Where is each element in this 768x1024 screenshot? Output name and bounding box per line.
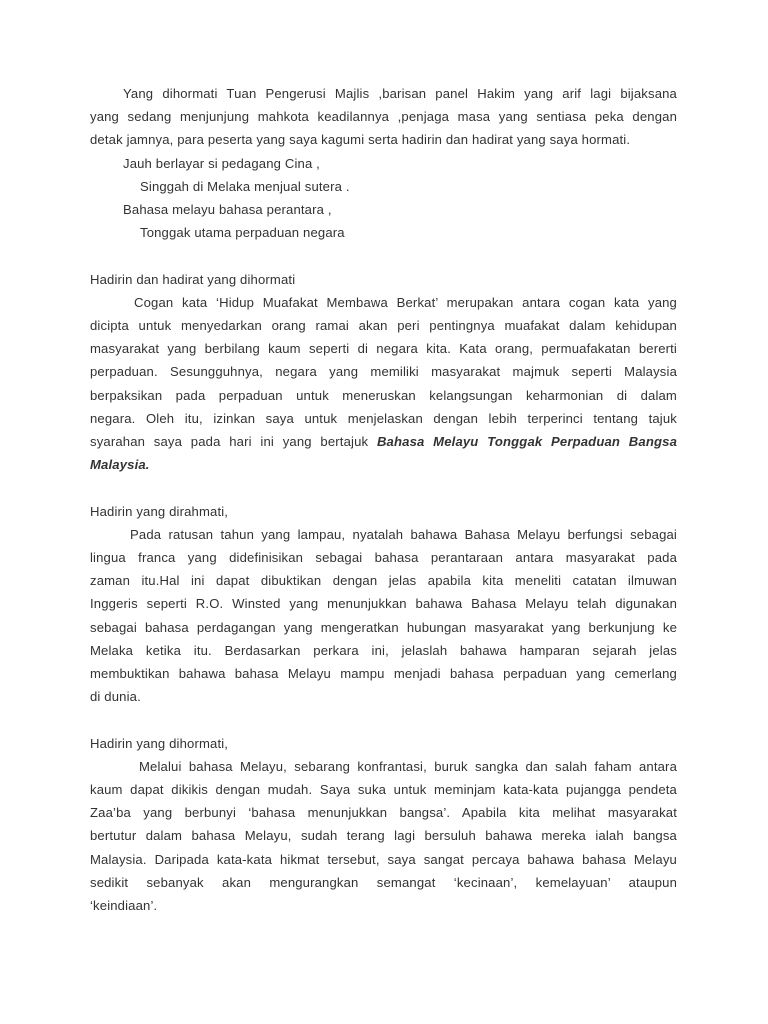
paragraph-line: Melaka ketika itu. Berdasarkan perkara ini, jelaslah bahawa hamparan sejarah jelas: [90, 642, 677, 658]
pantun-line: Bahasa melayu bahasa perantara ,: [123, 202, 332, 218]
intro-line: detak jamnya, para peserta yang saya kagumi serta hadirin dan hadirat yang saya hormati.: [90, 132, 631, 148]
paragraph-line: Zaa’ba yang berbunyi ‘bahasa menunjukkan bangsa’. Apabila kita melihat masyarakat: [90, 805, 677, 821]
paragraph-line: sebagai bahasa perdagangan yang mengeratkan hubungan masyarakat yang berkunjung ke: [90, 619, 677, 635]
paragraph-line: dicipta untuk menyedarkan orang ramai akan peri pentingnya muafakat dalam kehidupan: [90, 318, 677, 334]
section-3: [90, 732, 677, 918]
paragraph-spacer: [90, 708, 677, 731]
pantun-line: Tonggak utama perpaduan negara: [140, 225, 345, 241]
greeting: Hadirin yang dirahmati,: [90, 503, 229, 519]
paragraph-line: negara. Oleh itu, izinkan saya untuk menjelaskan dengan lebih terperinci tentang tajuk: [90, 410, 677, 426]
paragraph-line: bertutur dalam bahasa Melayu, sudah terang lagi bersuluh bahawa mereka ialah bangsa: [90, 828, 677, 844]
pantun-line: Singgah di Melaka menjual sutera .: [140, 178, 350, 194]
intro-line: yang sedang menjunjung mahkota keadilannya ,penjaga masa yang sentiasa peka dengan: [90, 109, 677, 125]
paragraph-spacer: [90, 244, 677, 267]
paragraph-line: perpaduan. Sesungguhnya, negara yang memiliki masyarakat majmuk seperti Malaysia: [90, 364, 677, 380]
paragraph-spacer: [90, 476, 677, 499]
paragraph-line: lingua franca yang didefinisikan sebagai bahasa perantaraan antara masyarakat pada: [90, 550, 677, 566]
paragraph-line: ‘keindiaan’.: [90, 898, 158, 914]
speech-text: [90, 82, 677, 917]
paragraph-line: zaman itu.Hal ini dapat dibuktikan dengan jelas apabila kita meneliti catatan ilmuwan: [90, 573, 677, 589]
intro-paragraph: [90, 82, 677, 152]
pantun-line: Jauh berlayar si pedagang Cina ,: [123, 155, 320, 171]
intro-line: Yang dihormati Tuan Pengerusi Majlis ,barisan panel Hakim yang arif lagi bijaksana: [123, 86, 677, 101]
paragraph-line: Pada ratusan tahun yang lampau, nyatalah bahawa Bahasa Melayu berfungsi sebagai: [130, 526, 677, 542]
speech-title-end: Malaysia.: [90, 457, 150, 473]
title-lead-in: syarahan saya pada hari ini yang bertajuk: [90, 434, 377, 450]
paragraph-line: Malaysia. Daripada kata-kata hikmat tersebut, saya sangat percaya bahawa bahasa Melayu: [90, 851, 677, 867]
paragraph-line: membuktikan bahawa bahasa Melayu mampu menjadi bahasa perpaduan yang cemerlang: [90, 666, 677, 682]
greeting: Hadirin yang dihormati,: [90, 735, 229, 751]
paragraph-line: kaum dapat dikikis dengan mudah. Saya suka untuk meminjam kata-kata pujangga pendeta: [90, 782, 677, 798]
paragraph-line: di dunia.: [90, 689, 141, 705]
section-1: [90, 268, 677, 477]
speech-title: Bahasa Melayu Tonggak Perpaduan Bangsa: [376, 434, 677, 450]
paragraph-line: Cogan kata ‘Hidup Muafakat Membawa Berkat’ merupakan antara cogan kata yang: [134, 294, 677, 310]
paragraph-line: sedikit sebanyak akan mengurangkan semangat ‘kecinaan’, kemelayuan’ ataupun: [90, 874, 677, 890]
paragraph-line: [90, 430, 677, 453]
paragraph-line: masyarakat yang berbilang kaum seperti di negara kita. Kata orang, permuafakatan bererti: [90, 341, 677, 357]
paragraph-line: Inggeris seperti R.O. Winsted yang menunjukkan bahawa Bahasa Melayu telah digunakan: [90, 596, 677, 612]
paragraph-line: berpaksikan pada perpaduan untuk meneruskan kelangsungan keharmonian di dalam: [90, 387, 677, 403]
pantun: [90, 152, 677, 245]
paragraph-line: Melalui bahasa Melayu, sebarang konfrantasi, buruk sangka dan salah faham antara: [139, 758, 677, 774]
section-2: [90, 500, 677, 709]
greeting: Hadirin dan hadirat yang dihormati: [90, 271, 296, 287]
